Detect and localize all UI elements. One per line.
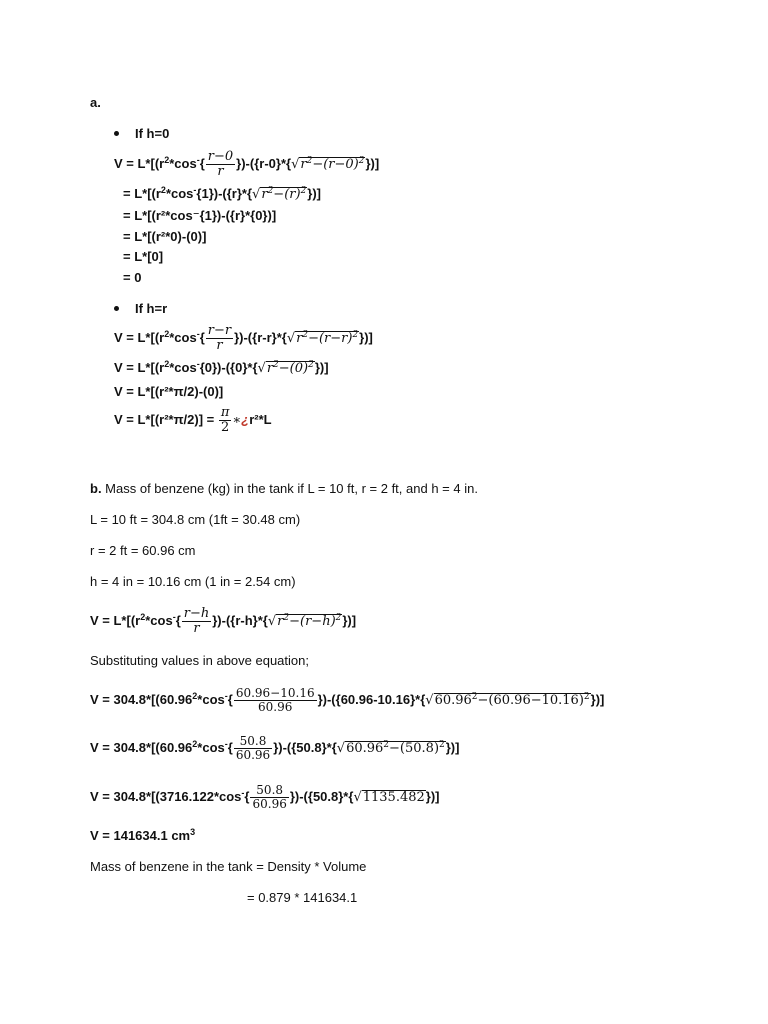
equation-substituted-3: V = 304.8*[(3716.122*cos-{ $\frac{50.8}{60.96}$ })-({50.8}*{√1135.482})] xyxy=(90,783,440,812)
equation-substituted-1: $V = 304.8*[(60.96^2*\cos^-${ $\frac{60.96-10.16}{60.96}$ })$-(\{60.96-10.16\}*\{√60.96^2-(60.96-10.16)^2\})$] xyxy=(90,686,605,715)
equation-hr-main: $V = L*[(r^2*\cos^-${ $\frac{r-r}{r}$ })$-(\{r-r\}*\{√r^2-(r-r)^2\})$] xyxy=(114,323,373,354)
mass-formula: Mass of benzene in the tank = Density * Volume xyxy=(90,859,367,874)
equation-h0-step2: = L*[(r²*cos⁻{1})-({r}*{0})] xyxy=(123,208,277,223)
volume-result: V = 141634.1 $cm^3$ xyxy=(90,827,196,843)
substitution-note: Substituting values in above equation; xyxy=(90,653,309,668)
bullet-icon xyxy=(114,131,119,136)
bullet-icon xyxy=(114,306,119,311)
mass-calculation: = 0.879 * 141634.1 xyxy=(247,890,358,905)
given-radius: r = 2 ft = 60.96 cm xyxy=(90,543,196,558)
equation-h0-main: $V = L*[(r^2*\cos^-${ $\frac{r-0}{r}$ })$-(\{r-0\}*\{√r^2-(r-0)^2\})$] xyxy=(114,149,380,180)
section-b-title: b. Mass of benzene (kg) in the tank if L = 10 ft, r = 2 ft, and h = 4 in. xyxy=(90,481,478,496)
equation-hr-step2: V = L*[(r²*π/2)-(0)] xyxy=(114,384,224,399)
case-hr-heading: If h=r xyxy=(135,301,168,316)
equation-h0-step5: = 0 xyxy=(123,270,142,285)
given-length: L = 10 ft = 304.8 cm (1ft = 30.48 cm) xyxy=(90,512,301,527)
given-height: h = 4 in = 10.16 cm (1 in = 2.54 cm) xyxy=(90,574,296,589)
case-h0-heading: If h=0 xyxy=(135,126,170,141)
equation-h0-step1: = $L*[(r^2*\cos^-\{1\})-(\{r\}*\{√r^2-(r)^2\})]$ xyxy=(123,185,322,202)
equation-general: $V = L*[(r^2*\cos^-${ $\frac{r-h}{r}$ })$-(\{r-h\}*\{√r^2-(r-h)^2\})$] xyxy=(90,606,357,637)
equation-h0-step4: = L*[0] xyxy=(123,249,164,264)
equation-substituted-2: $V = 304.8*[(60.96^2*\cos^-${ $\frac{50.8}{60.96}$ })$-(\{50.8\}*\{√60.96^2-(50.8)^2\})$] xyxy=(90,734,460,763)
equation-hr-result: V = L*[(r²*π/2)] = $\frac{\pi}{2}$ ∗¿r²*L xyxy=(114,405,272,436)
section-a-label: a. xyxy=(90,95,101,110)
equation-hr-step1: $V = L*[(r^2*\cos^-\{0\})-(\{0\}*\{√r^2-(0)^2\})]$ xyxy=(114,359,329,376)
equation-h0-step3: = L*[(r²*0)-(0)] xyxy=(123,229,207,244)
